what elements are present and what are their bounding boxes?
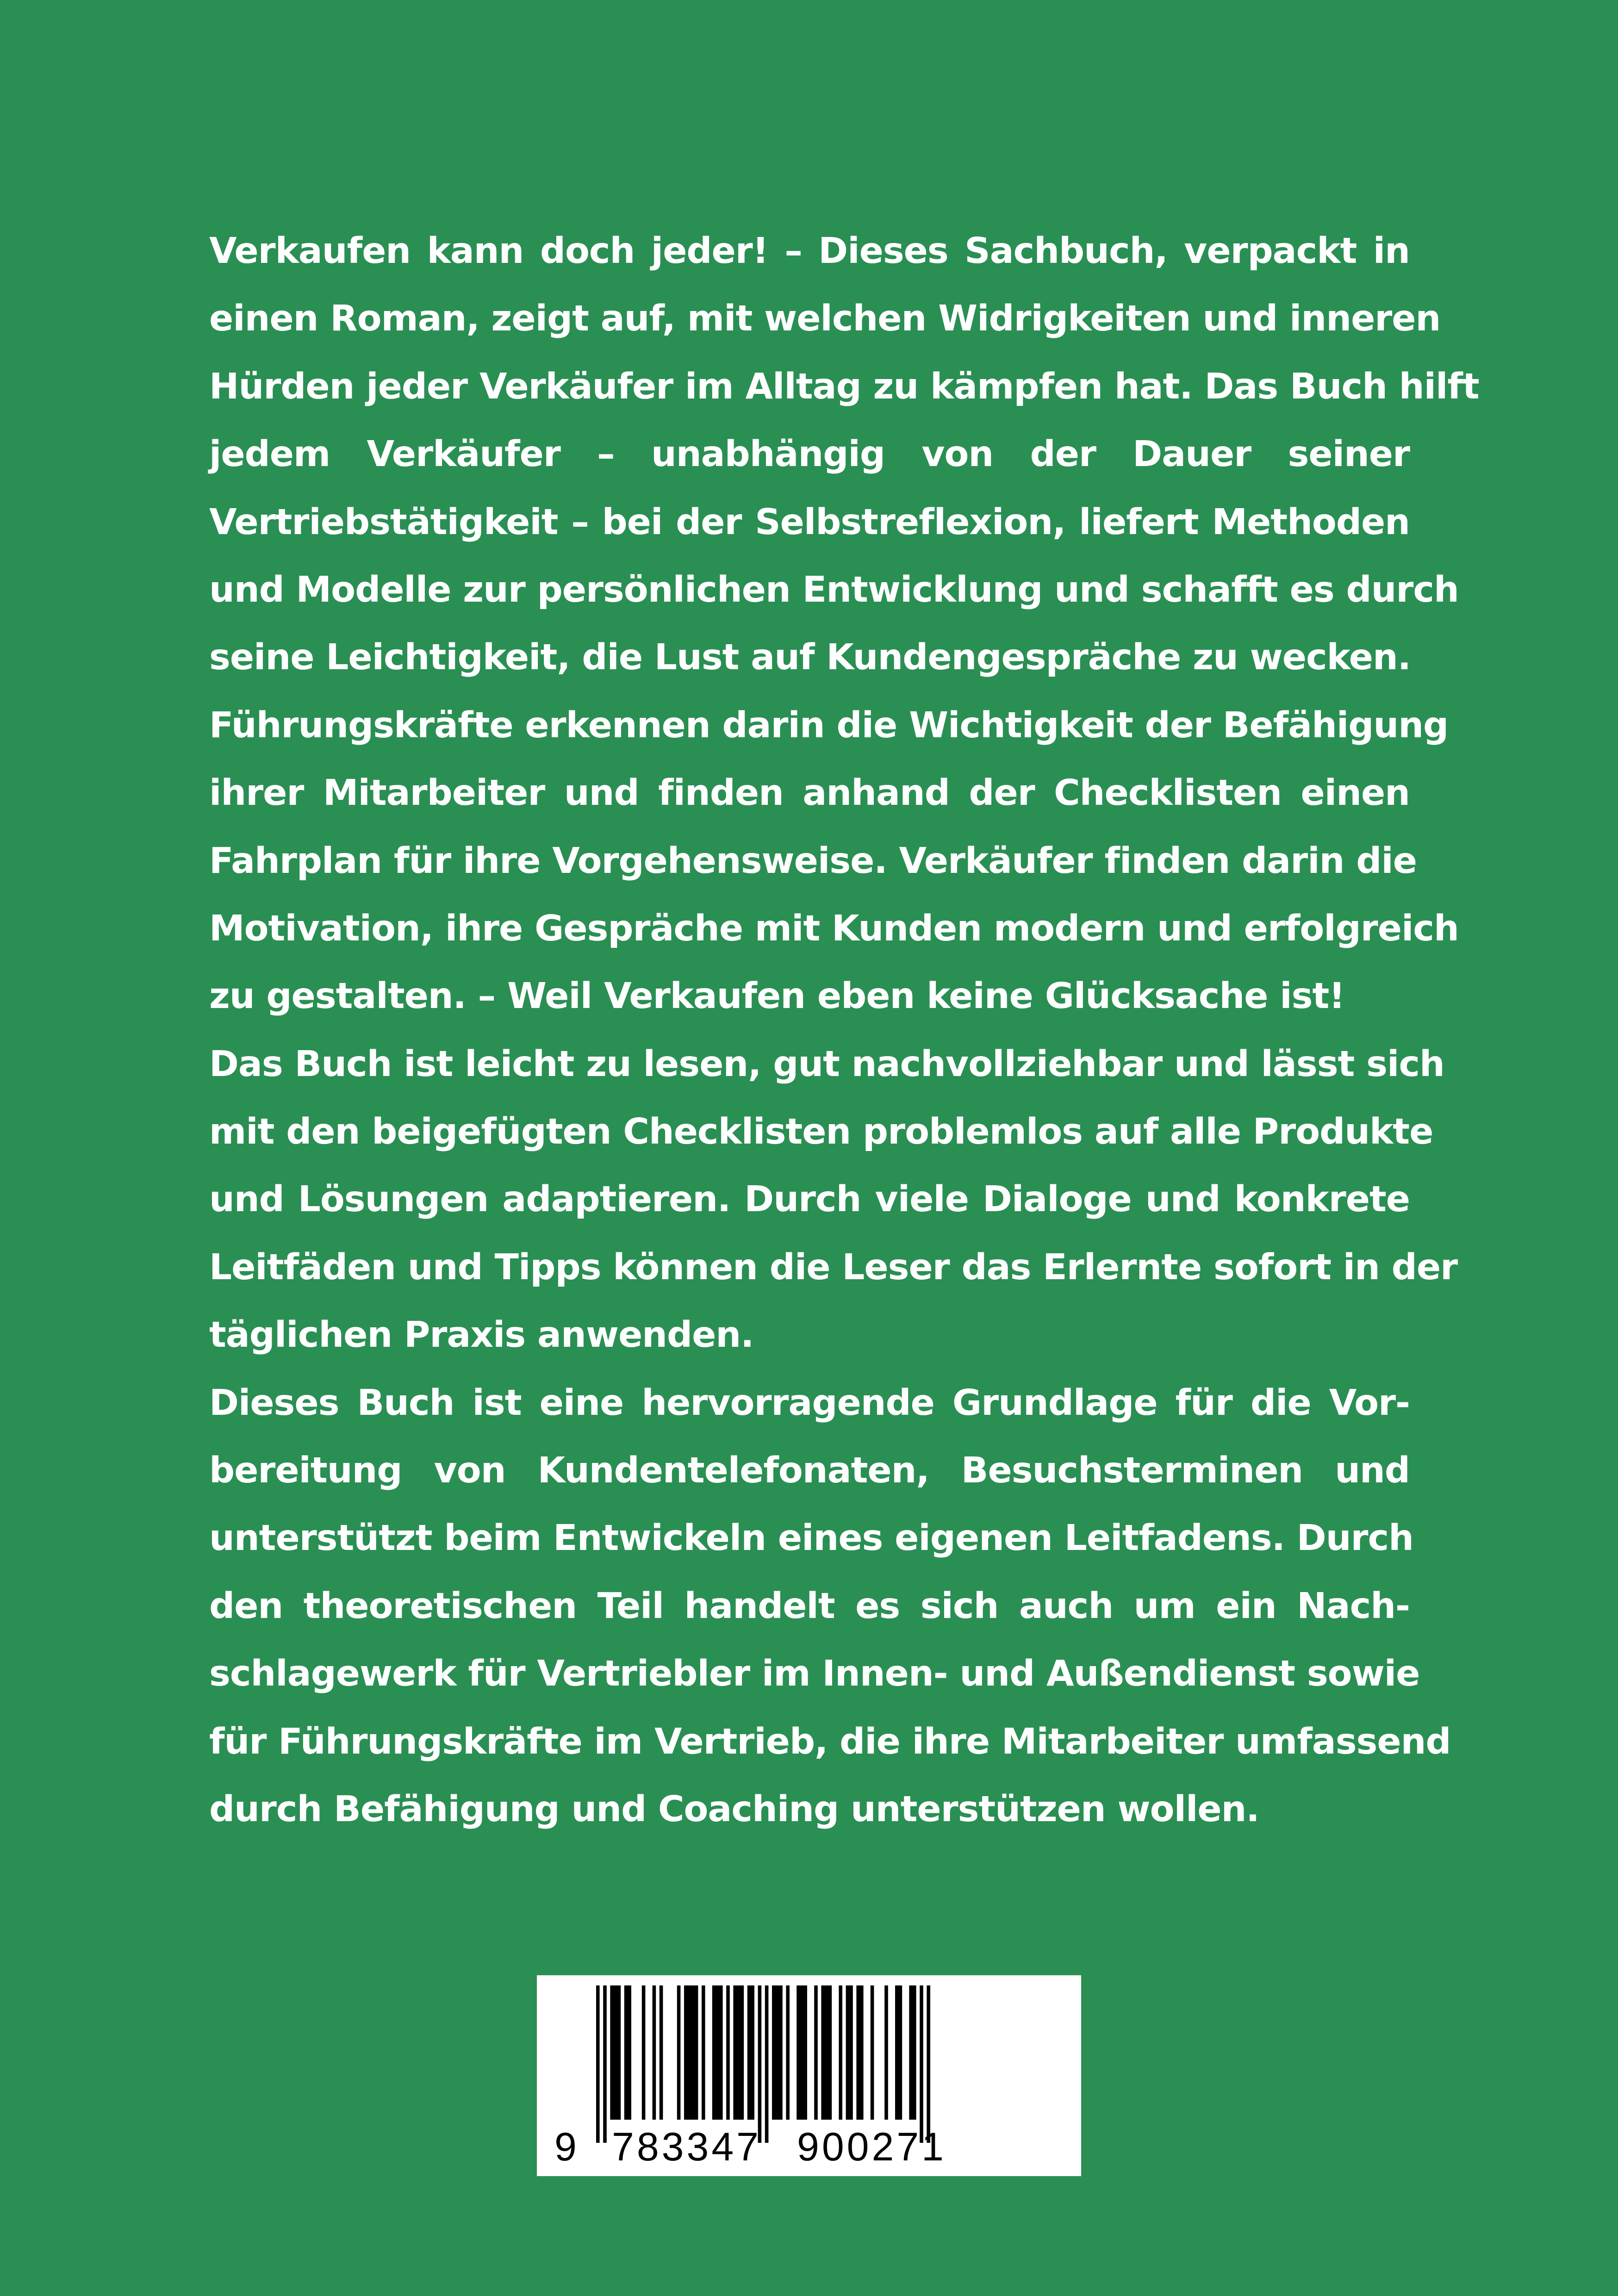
- isbn-barcode: [537, 1975, 1081, 2176]
- barcode-bar: [839, 1985, 842, 2120]
- blurb-line: zu gestalten. – Weil Verkaufen eben keine Glücksache ist!: [209, 976, 1345, 1017]
- blurb-line: für Führungskräfte im Vertrieb, die ihre Mitarbeiter umfassend: [209, 1721, 1451, 1762]
- blurb-line: Fahrplan für ihre Vorgehensweise. Verkäufer finden darin die: [209, 840, 1417, 882]
- blurb-line: jedem Verkäufer – unabhängig von der Dauer seiner: [209, 434, 1410, 475]
- barcode-bar: [712, 1985, 723, 2120]
- barcode-bar: [653, 1985, 656, 2120]
- blurb-line: mit den beigefügten Checklisten problemlos auf alle Produkte: [209, 1111, 1433, 1153]
- barcode-bar: [758, 1985, 762, 2143]
- blurb-line: Verkaufen kann doch jeder! – Dieses Sachbuch, verpackt in: [209, 230, 1410, 272]
- barcode-left-digits: 783347: [612, 2125, 761, 2169]
- barcode-bar: [677, 1985, 681, 2120]
- blurb-line: Führungskräfte erkennen darin die Wichtigkeit der Befähigung: [209, 704, 1449, 746]
- blurb-line: Das Buch ist leicht zu lesen, gut nachvollziehbar und lässt sich: [209, 1043, 1444, 1085]
- blurb-line: ihrer Mitarbeiter und finden anhand der Checklisten einen: [209, 772, 1410, 814]
- barcode-bar: [610, 1985, 621, 2120]
- blurb-line: den theoretischen Teil handelt es sich auch um ein Nach-: [209, 1585, 1410, 1627]
- blurb-line: einen Roman, zeigt auf, mit welchen Widrigkeiten und inneren: [209, 298, 1441, 340]
- blurb-line: Dieses Buch ist eine hervorragende Grundlage für die Vor-: [209, 1382, 1410, 1424]
- barcode-bar: [786, 1985, 790, 2120]
- blurb-line: Motivation, ihre Gespräche mit Kunden modern und erfolgreich: [209, 908, 1459, 949]
- blurb-line: bereitung von Kundentelefonaten, Besuchsterminen und: [209, 1450, 1410, 1492]
- barcode-bar: [596, 1985, 600, 2143]
- barcode-bar: [927, 1985, 930, 2143]
- blurb-text: [209, 218, 1479, 1843]
- blurb-line: Hürden jeder Verkäufer im Alltag zu kämpfen hat. Das Buch hilft: [209, 366, 1479, 407]
- barcode-bar: [772, 1985, 783, 2120]
- blurb-line: und Lösungen adaptieren. Durch viele Dialoge und konkrete: [209, 1179, 1410, 1220]
- blurb-line: durch Befähigung und Coaching unterstützen wollen.: [209, 1788, 1259, 1830]
- barcode-bar: [603, 1985, 607, 2143]
- barcode-right-digits: 900271: [797, 2125, 946, 2169]
- barcode-bar: [871, 1985, 874, 2120]
- barcode-bar: [642, 1985, 646, 2120]
- barcode-graphic: [537, 1975, 1081, 2176]
- barcode-lead-digit: 9: [554, 2125, 577, 2169]
- blurb-line: seine Leichtigkeit, die Lust auf Kundengespräche zu wecken.: [209, 637, 1411, 678]
- blurb-line: Leitfäden und Tipps können die Leser das Erlernte sofort in der: [209, 1246, 1458, 1288]
- barcode-bar: [846, 1985, 853, 2120]
- barcode-bar: [909, 1985, 916, 2120]
- barcode-bar: [920, 1985, 923, 2143]
- barcode-bars: [596, 1985, 930, 2143]
- barcode-bar: [797, 1985, 807, 2120]
- blurb-line: schlagewerk für Vertriebler im Innen- und Außendienst sowie: [209, 1653, 1420, 1695]
- barcode-bar: [814, 1985, 818, 2120]
- barcode-bar: [856, 1985, 863, 2120]
- barcode-bar: [733, 1985, 744, 2120]
- barcode-bar: [821, 1985, 832, 2120]
- barcode-bar: [624, 1985, 631, 2120]
- barcode-bar: [884, 1985, 888, 2120]
- barcode-bar: [726, 1985, 730, 2120]
- barcode-bar: [660, 1985, 663, 2120]
- barcode-bar: [747, 1985, 754, 2120]
- blurb-line: täglichen Praxis anwenden.: [209, 1314, 754, 1356]
- blurb-line: Vertriebstätigkeit – bei der Selbstreflexion, liefert Methoden: [209, 501, 1410, 543]
- blurb-line: unterstützt beim Entwickeln eines eigenen Leitfadens. Durch: [209, 1518, 1413, 1559]
- barcode-bar: [684, 1985, 698, 2120]
- barcode-bar: [895, 1985, 902, 2120]
- blurb-line: und Modelle zur persönlichen Entwicklung und schafft es durch: [209, 569, 1459, 610]
- barcode-bar: [702, 1985, 705, 2120]
- barcode-bar: [765, 1985, 769, 2143]
